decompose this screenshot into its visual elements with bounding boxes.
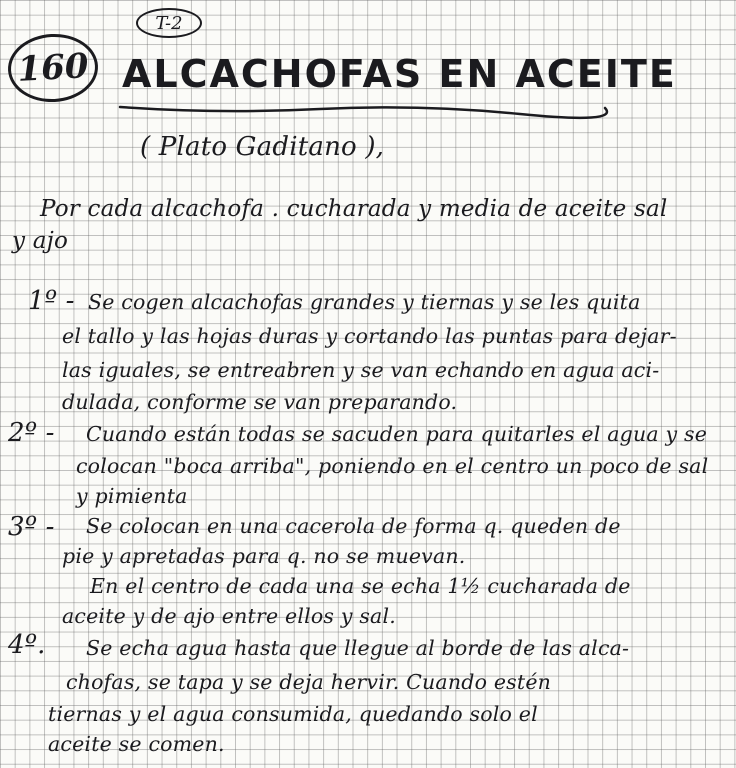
step-line: pie y apretadas para q. no se muevan.: [62, 544, 466, 568]
reference-tag: T-2: [155, 12, 183, 34]
step-line: tiernas y el agua consumida, quedando solo el: [48, 702, 538, 726]
step-number: 1º -: [28, 286, 75, 316]
recipe-number: 160: [16, 46, 90, 90]
step-line: las iguales, se entreabren y se van echando en agua aci-: [62, 358, 660, 382]
step-line: aceite y de ajo entre ellos y sal.: [62, 604, 396, 628]
step-number: 2º -: [8, 418, 55, 448]
reference-tag-oval: [136, 8, 202, 38]
step-number: 4º.: [8, 630, 46, 660]
step-line: el tallo y las hojas duras y cortando las puntas para dejar-: [62, 324, 677, 348]
intro-line: Por cada alcachofa . cucharada y media de aceite sal: [40, 196, 668, 222]
step-line: En el centro de cada una se echa 1½ cucharada de: [90, 574, 631, 598]
step-line: y pimienta: [76, 484, 188, 508]
step-line: Cuando están todas se sacuden para quitarles el agua y se: [86, 422, 708, 446]
step-line: aceite se comen.: [48, 732, 225, 756]
step-number: 3º -: [8, 512, 55, 542]
step-line: Se colocan en una cacerola de forma q. queden de: [86, 514, 621, 538]
step-line: chofas, se tapa y se deja hervir. Cuando estén: [66, 670, 552, 694]
step-line: dulada, conforme se van preparando.: [62, 390, 458, 414]
recipe-title: ALCACHOFAS EN ACEITE: [122, 52, 677, 96]
intro-line: y ajo: [12, 228, 68, 254]
step-line: Se echa agua hasta que llegue al borde de las alca-: [86, 636, 630, 660]
title-underline-stroke: [120, 107, 607, 118]
step-line: colocan "boca arriba", poniendo en el centro un poco de sal: [76, 454, 709, 478]
step-line: Se cogen alcachofas grandes y tiernas y se les quita: [88, 290, 641, 314]
recipe-number-circle: [6, 32, 99, 105]
recipe-subtitle: ( Plato Gaditano ),: [140, 132, 385, 162]
